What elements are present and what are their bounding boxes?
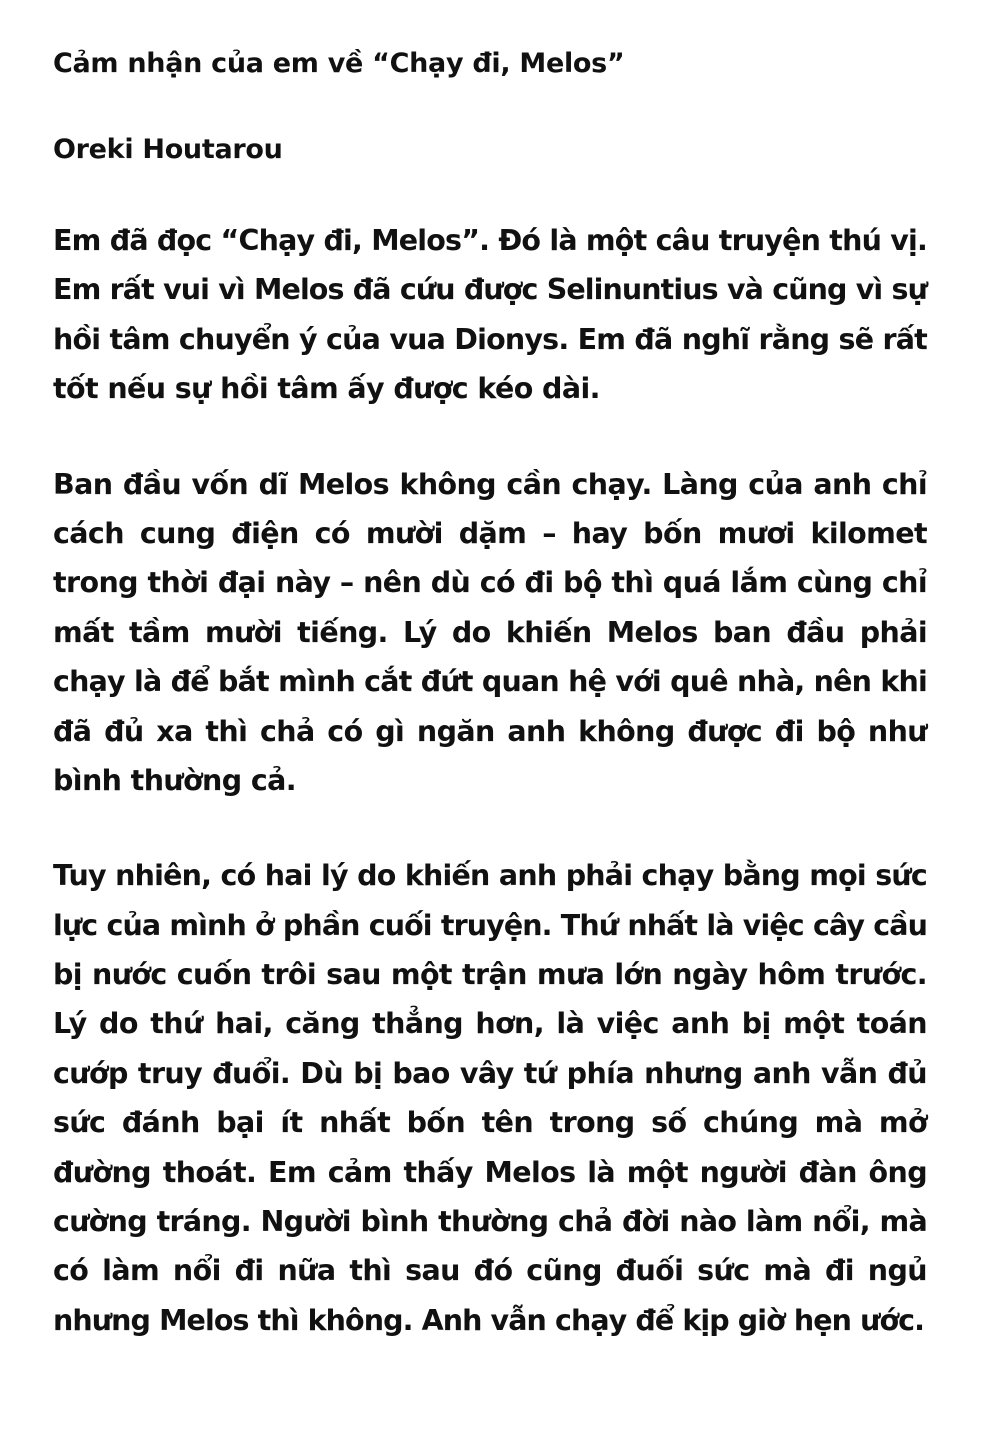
text-line: lực của mình ở phần cuối truyện. Thứ nhất là việc cây cầu [53,908,927,942]
document-page [53,44,927,1391]
text-line: bình thường cả. [53,763,297,797]
paragraph-3 [53,851,927,1345]
text-line: hồi tâm chuyển ý của vua Dionys. Em đã nghĩ rằng sẽ rất [53,322,927,356]
text-line: cướp truy đuổi. Dù bị bao vây tứ phía nhưng anh vẫn đủ [53,1056,927,1090]
text-line: cách cung điện có mười dặm – hay bốn mươi kilomet [53,516,927,550]
text-line: bị nước cuốn trôi sau một trận mưa lớn ngày hôm trước. [53,958,927,992]
text-line: chạy là để bắt mình cắt đứt quan hệ với quê nhà, nên khi [53,665,927,699]
text-line: có làm nổi đi nữa thì sau đó cũng đuối sức mà đi ngủ [53,1254,927,1288]
text-line: tốt nếu sự hồi tâm ấy được kéo dài. [53,372,600,406]
essay-body [53,216,927,1345]
text-line: trong thời đại này – nên dù có đi bộ thì quá lắm cùng chỉ [53,566,927,600]
text-line: Lý do thứ hai, căng thẳng hơn, là việc anh bị một toán [53,1007,927,1041]
text-line: Tuy nhiên, có hai lý do khiến anh phải chạy bằng mọi sức [53,859,927,893]
text-line: nhưng Melos thì không. Anh vẫn chạy để kịp giờ hẹn ước. [53,1303,925,1337]
essay-title: Cảm nhận của em về “Chạy đi, Melos” [53,48,625,79]
text-line: mất tầm mười tiếng. Lý do khiến Melos ban đầu phải [53,615,927,649]
paragraph-1 [53,216,927,414]
text-line: Ban đầu vốn dĩ Melos không cần chạy. Làng của anh chỉ [53,467,927,501]
paragraph-2 [53,460,927,806]
text-line: đã đủ xa thì chả có gì ngăn anh không được đi bộ như [53,714,927,748]
essay-author: Oreki Houtarou [53,134,283,165]
text-line: Em đã đọc “Chạy đi, Melos”. Đó là một câu truyện thú vị. [53,224,927,257]
text-line: Em rất vui vì Melos đã cứu được Selinuntius và cũng vì sự [53,273,927,307]
text-line: đường thoát. Em cảm thấy Melos là một người đàn ông [53,1155,927,1189]
text-line: cường tráng. Người bình thường chả đời nào làm nổi, mà [53,1205,927,1239]
text-line: sức đánh bại ít nhất bốn tên trong số chúng mà mở [53,1106,927,1140]
